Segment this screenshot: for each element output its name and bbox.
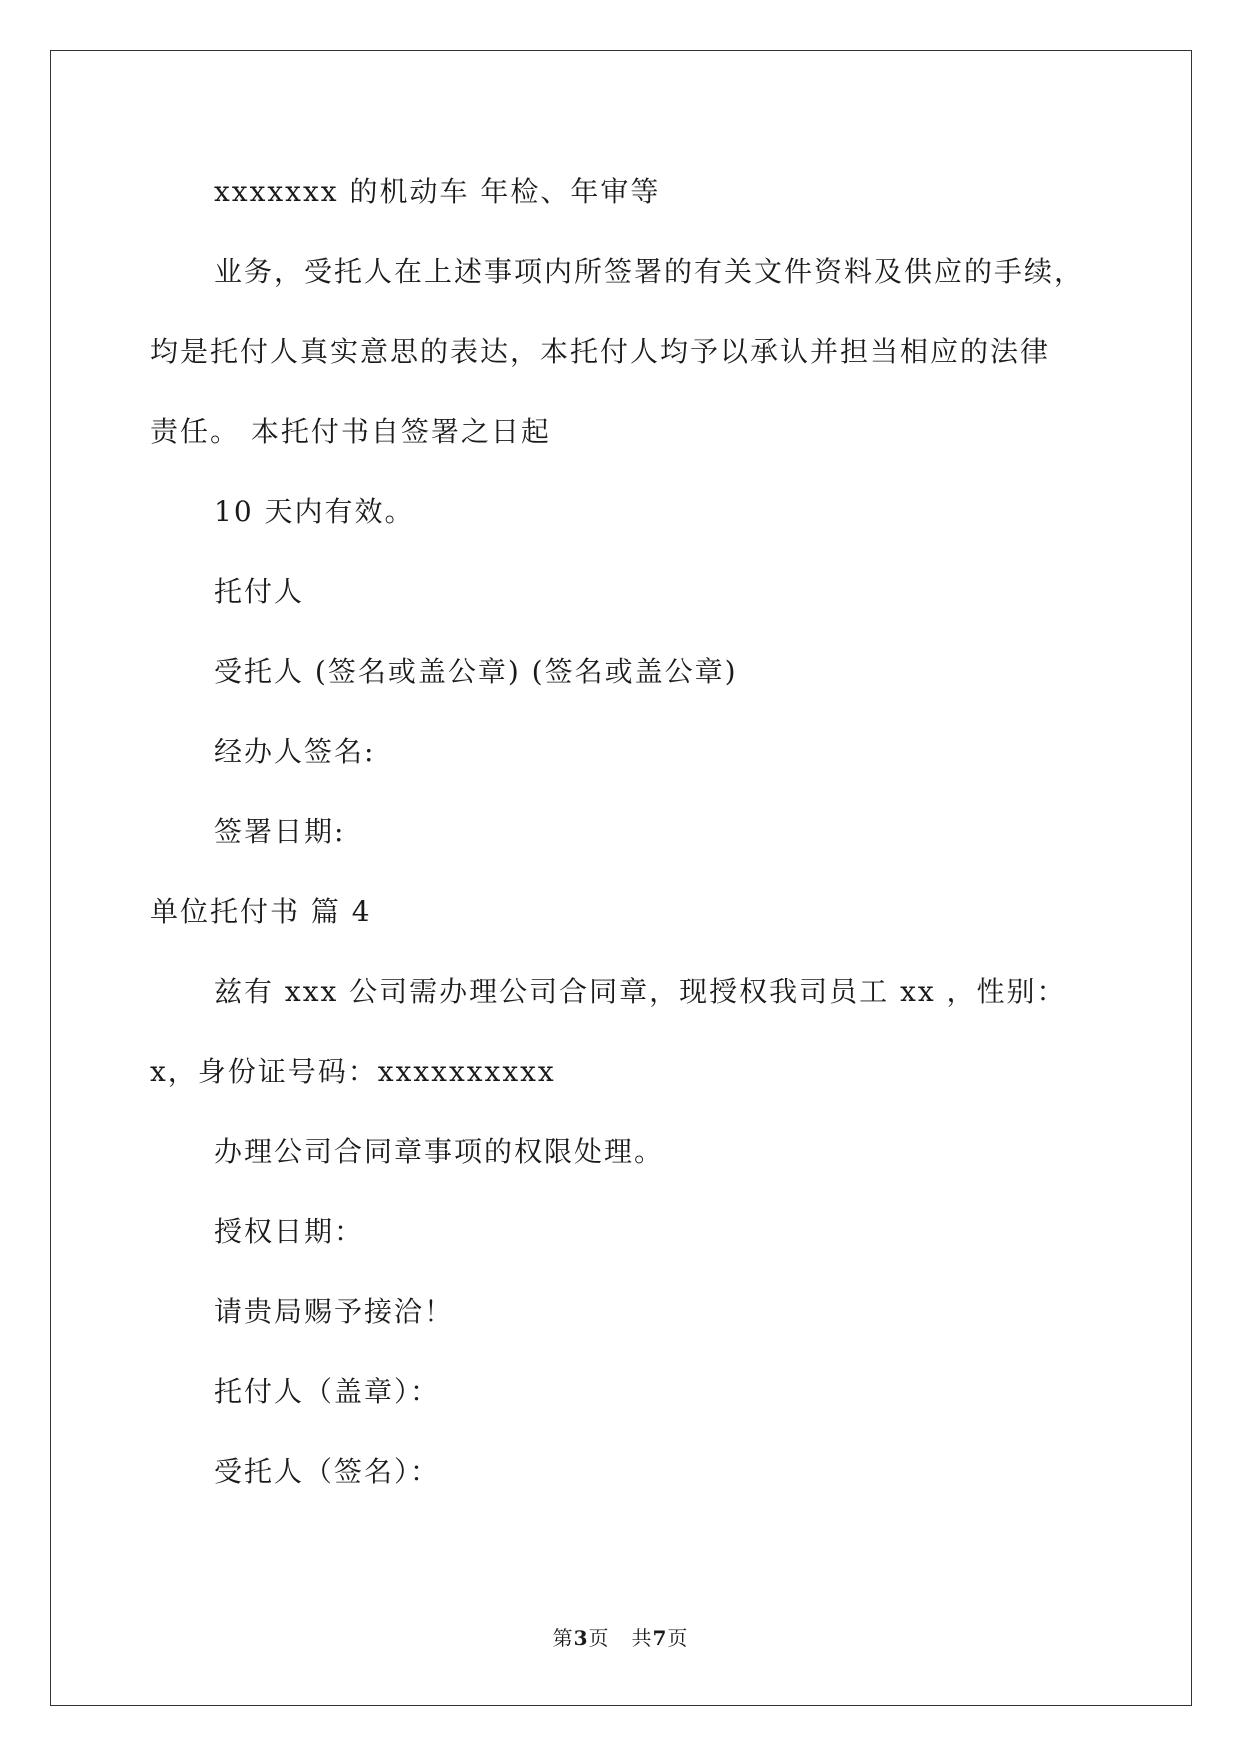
text-line: 受托人（签名）： xyxy=(214,1455,441,1488)
text-line: 受托人 (签名或盖公章) (签名或盖公章) xyxy=(214,655,738,688)
footer-page-number: 3 xyxy=(573,1626,589,1650)
footer-total-prefix: 共 xyxy=(631,1626,653,1650)
text-line: 兹有 xxx 公司需办理公司合同章，现授权我司员工 xx ，性别： xyxy=(214,975,1067,1008)
text-line: 托付人 xyxy=(214,575,305,608)
text-line: x，身份证号码：xxxxxxxxxx xyxy=(150,1055,556,1088)
text-line: 责任。 本托付书自签署之日起 xyxy=(150,415,551,448)
footer-prefix: 第 xyxy=(552,1626,574,1650)
text-line: 经办人签名: xyxy=(214,735,376,768)
footer-total-suffix: 页 xyxy=(667,1626,689,1650)
footer-page-suffix: 页 xyxy=(588,1626,610,1650)
text-line: 签署日期: xyxy=(214,815,346,848)
text-line: 托付人（盖章）： xyxy=(214,1375,441,1408)
text-line: 授权日期： xyxy=(214,1215,365,1248)
footer-total-pages: 7 xyxy=(652,1626,668,1650)
text-line: 请贵局赐予接洽！ xyxy=(214,1295,455,1328)
text-line: xxxxxxx 的机动车 年检、年审等 xyxy=(214,175,661,208)
text-line: 均是托付人真实意思的表达，本托付人均予以承认并担当相应的法律 xyxy=(150,335,1051,368)
page-footer xyxy=(0,1624,1241,1652)
text-line: 10 天内有效。 xyxy=(214,495,415,528)
text-line: 业务，受托人在上述事项内所签署的有关文件资料及供应的手续， xyxy=(214,255,1085,288)
section-heading: 单位托付书 篇 4 xyxy=(150,895,372,928)
text-line: 办理公司合同章事项的权限处理。 xyxy=(214,1135,665,1168)
